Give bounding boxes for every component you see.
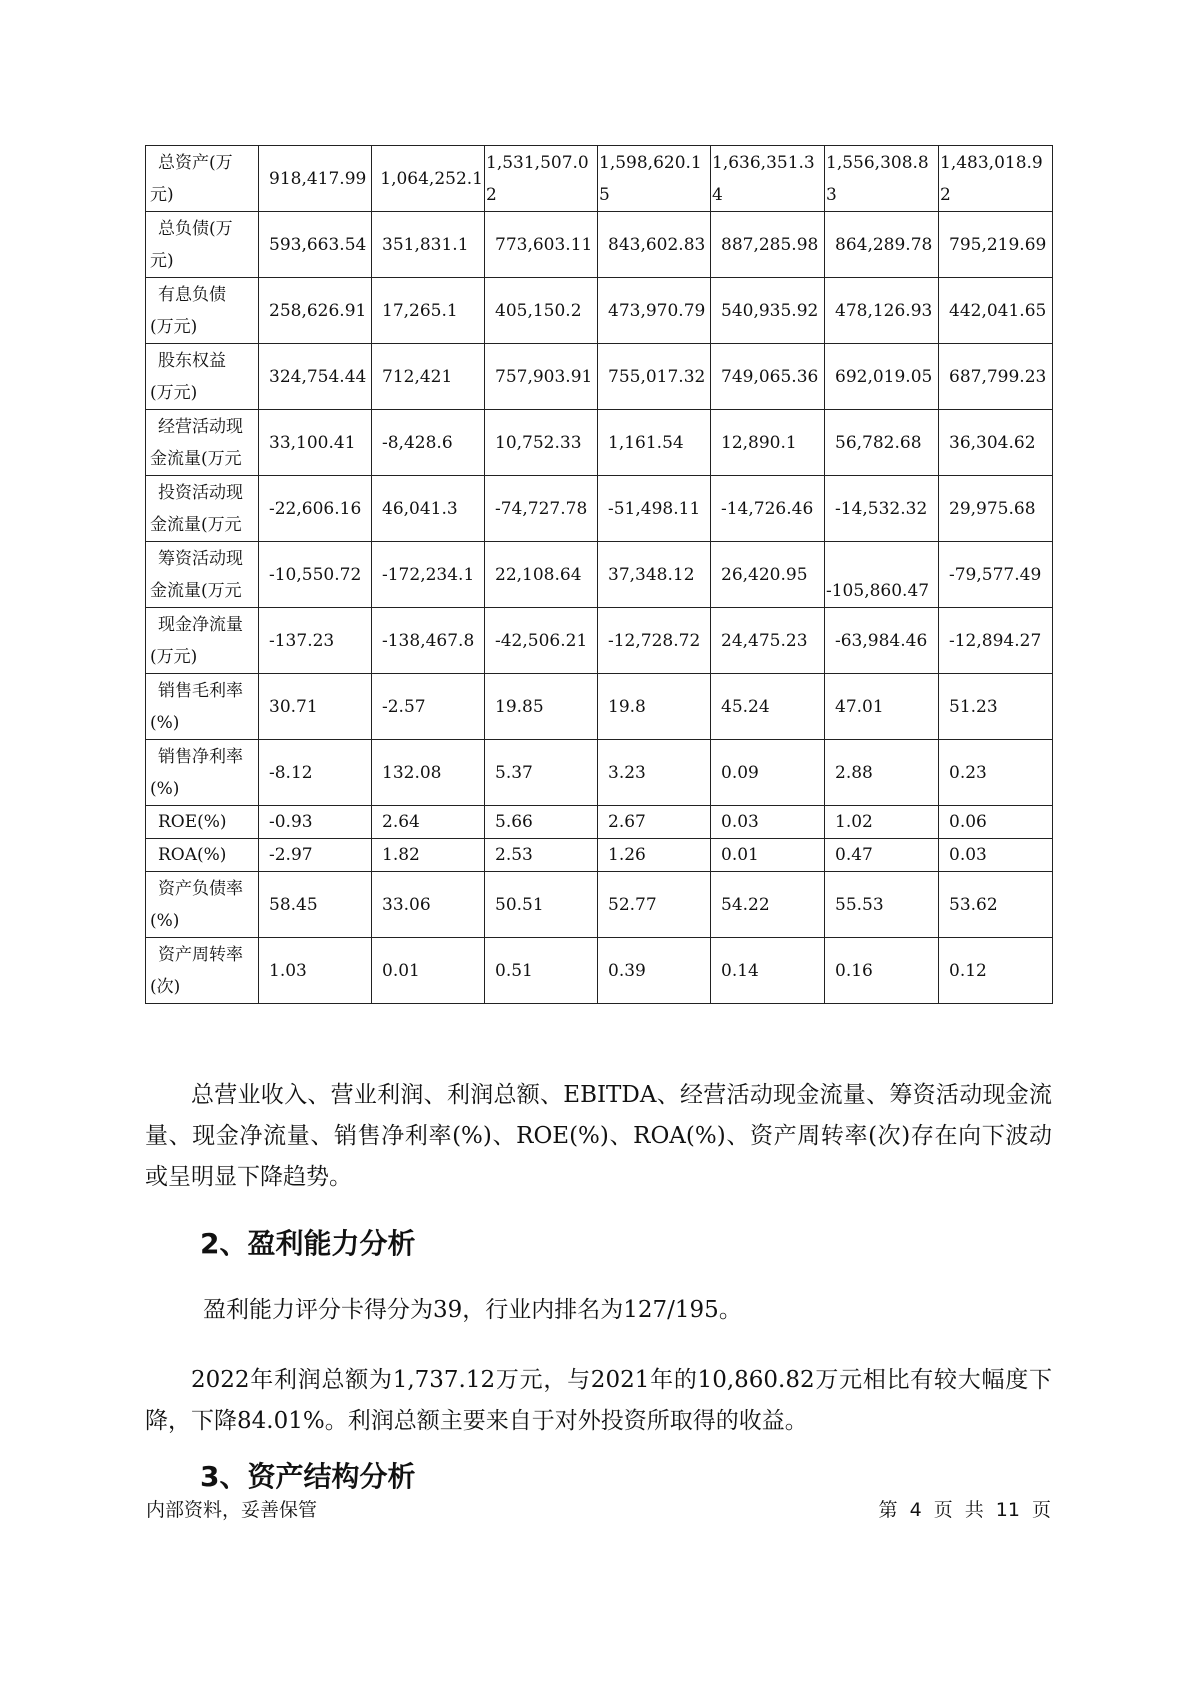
table-cell: 1,598,620.15 (598, 146, 711, 212)
table-cell: 51.23 (939, 674, 1053, 740)
table-cell: 749,065.36 (711, 344, 825, 410)
table-cell: 5.37 (485, 740, 598, 806)
row-label (146, 806, 259, 839)
table-cell: 478,126.93 (825, 278, 939, 344)
table-cell: -105,860.47 (825, 542, 939, 608)
section-heading-asset-structure: 3、资产结构分析 (200, 1460, 416, 1493)
table-cell: -172,234.1 (372, 542, 485, 608)
table-cell: -10,550.72 (259, 542, 372, 608)
table-cell: -0.93 (259, 806, 372, 839)
row-label-line1: 现金净流量 (158, 614, 243, 635)
table-cell: 52.77 (598, 872, 711, 938)
row-label (146, 674, 259, 740)
table-cell: 712,421 (372, 344, 485, 410)
table-row (146, 872, 1053, 938)
table-cell: 58.45 (259, 872, 372, 938)
row-label-line2: (%) (150, 778, 180, 799)
table-cell: -2.57 (372, 674, 485, 740)
row-label (146, 476, 259, 542)
table-cell: 53.62 (939, 872, 1053, 938)
table-cell: 1,556,308.83 (825, 146, 939, 212)
table-cell: -51,498.11 (598, 476, 711, 542)
table-row (146, 344, 1053, 410)
table-row (146, 740, 1053, 806)
row-label-line1: 总负债(万 (158, 218, 233, 239)
row-label (146, 542, 259, 608)
financial-table (145, 145, 1053, 1004)
table-cell: 33.06 (372, 872, 485, 938)
table-cell: 22,108.64 (485, 542, 598, 608)
table-cell: 45.24 (711, 674, 825, 740)
table-cell: 132.08 (372, 740, 485, 806)
table-cell: 19.85 (485, 674, 598, 740)
row-label-line1: 资产周转率 (158, 944, 243, 965)
row-label-line2: (万元) (150, 646, 198, 667)
table-cell: 1,161.54 (598, 410, 711, 476)
table-cell: 47.01 (825, 674, 939, 740)
table-cell: 1.03 (259, 938, 372, 1004)
table-cell: 2.53 (485, 839, 598, 872)
table-cell: 29,975.68 (939, 476, 1053, 542)
table-cell: 258,626.91 (259, 278, 372, 344)
table-row (146, 938, 1053, 1004)
table-cell: -137.23 (259, 608, 372, 674)
row-label-line2: (%) (150, 910, 180, 931)
table-row (146, 806, 1053, 839)
table-cell: -42,506.21 (485, 608, 598, 674)
table-cell: 1,636,351.34 (711, 146, 825, 212)
row-label-line1: ROE(%) (158, 812, 227, 832)
table-cell: 36,304.62 (939, 410, 1053, 476)
table-cell: 757,903.91 (485, 344, 598, 410)
row-label-line2: (万元) (150, 316, 198, 337)
table-cell: 692,019.05 (825, 344, 939, 410)
table-cell: 10,752.33 (485, 410, 598, 476)
row-label-line2: (次) (150, 976, 181, 997)
row-label (146, 278, 259, 344)
paragraph-trend-summary: 总营业收入、营业利润、利润总额、EBITDA、经营活动现金流量、筹资活动现金流量、现金净流量、销售净利率(%)、ROE(%)、ROA(%)、资产周转率(次)存在向下波动或呈明显下降趋势。 (145, 1082, 1052, 1190)
table-cell: 0.03 (711, 806, 825, 839)
table-cell: 0.47 (825, 839, 939, 872)
table-cell: 324,754.44 (259, 344, 372, 410)
paragraph-profitability-score: 盈利能力评分卡得分为39，行业内排名为127/195。 (203, 1297, 742, 1323)
row-label (146, 344, 259, 410)
footer-confidential-note: 内部资料，妥善保管 (146, 1499, 318, 1521)
table-cell: 55.53 (825, 872, 939, 938)
table-cell: 773,603.11 (485, 212, 598, 278)
table-cell: -138,467.8 (372, 608, 485, 674)
table-cell: 405,150.2 (485, 278, 598, 344)
table-cell: 755,017.32 (598, 344, 711, 410)
table-cell: 0.16 (825, 938, 939, 1004)
row-label-line2: 金流量(万元 (150, 514, 242, 535)
table-cell: 1.82 (372, 839, 485, 872)
table-row (146, 278, 1053, 344)
table-cell: -79,577.49 (939, 542, 1053, 608)
table-cell: 1,483,018.92 (939, 146, 1053, 212)
row-label (146, 146, 259, 212)
row-label (146, 608, 259, 674)
row-label-line2: 金流量(万元 (150, 580, 242, 601)
table-cell: 0.03 (939, 839, 1053, 872)
table-cell: 2.88 (825, 740, 939, 806)
table-cell: 1,064,252.1 (372, 146, 485, 212)
table-cell: 24,475.23 (711, 608, 825, 674)
table-row (146, 410, 1053, 476)
row-label-line2: (万元) (150, 382, 198, 403)
table-cell: 0.01 (711, 839, 825, 872)
table-cell: 0.12 (939, 938, 1053, 1004)
table-cell: 351,831.1 (372, 212, 485, 278)
table-cell: -12,894.27 (939, 608, 1053, 674)
table-cell: 37,348.12 (598, 542, 711, 608)
table-cell: 0.51 (485, 938, 598, 1004)
table-row (146, 146, 1053, 212)
table-cell: -22,606.16 (259, 476, 372, 542)
table-cell: 0.01 (372, 938, 485, 1004)
table-cell: -8.12 (259, 740, 372, 806)
table-cell: -2.97 (259, 839, 372, 872)
table-cell: 864,289.78 (825, 212, 939, 278)
table-cell: 3.23 (598, 740, 711, 806)
table-cell: 54.22 (711, 872, 825, 938)
table-cell: 843,602.83 (598, 212, 711, 278)
table-cell: 0.06 (939, 806, 1053, 839)
row-label-line2: 金流量(万元 (150, 448, 242, 469)
table-cell: 50.51 (485, 872, 598, 938)
row-label-line2: (%) (150, 712, 180, 733)
table-cell: 1.26 (598, 839, 711, 872)
table-cell: 442,041.65 (939, 278, 1053, 344)
row-label (146, 938, 259, 1004)
row-label-line1: 总资产(万 (158, 152, 233, 173)
table-cell: -14,532.32 (825, 476, 939, 542)
table-cell: 2.67 (598, 806, 711, 839)
row-label-line2: 元) (150, 184, 174, 205)
footer-page-number: 第 4 页 共 11 页 (878, 1499, 1051, 1521)
row-label-line1: 筹资活动现 (158, 548, 243, 569)
row-label (146, 410, 259, 476)
row-label-line1: 有息负债 (158, 284, 226, 305)
table-cell: 2.64 (372, 806, 485, 839)
row-label-line1: 投资活动现 (158, 482, 243, 503)
table-cell: -63,984.46 (825, 608, 939, 674)
row-label-line1: 资产负债率 (158, 878, 243, 899)
table-cell: 5.66 (485, 806, 598, 839)
row-label-line1: 股东权益 (158, 350, 226, 371)
table-cell: 0.14 (711, 938, 825, 1004)
table-cell: 12,890.1 (711, 410, 825, 476)
table-row (146, 608, 1053, 674)
row-label (146, 212, 259, 278)
row-label-line1: 经营活动现 (158, 416, 243, 437)
table-row (146, 674, 1053, 740)
table-cell: 17,265.1 (372, 278, 485, 344)
table-row (146, 839, 1053, 872)
table-cell: 1,531,507.02 (485, 146, 598, 212)
table-cell: 0.23 (939, 740, 1053, 806)
row-label-line1: 销售毛利率 (158, 680, 243, 701)
row-label (146, 872, 259, 938)
table-row (146, 542, 1053, 608)
table-cell: -12,728.72 (598, 608, 711, 674)
table-cell: -14,726.46 (711, 476, 825, 542)
table-cell: 593,663.54 (259, 212, 372, 278)
table-cell: -8,428.6 (372, 410, 485, 476)
table-cell: 33,100.41 (259, 410, 372, 476)
table-cell: 46,041.3 (372, 476, 485, 542)
table-cell: 887,285.98 (711, 212, 825, 278)
table-cell: 56,782.68 (825, 410, 939, 476)
table-cell: 473,970.79 (598, 278, 711, 344)
section-heading-profitability: 2、盈利能力分析 (200, 1227, 416, 1260)
table-cell: 0.09 (711, 740, 825, 806)
table-cell: 1.02 (825, 806, 939, 839)
table-cell: 0.39 (598, 938, 711, 1004)
row-label-line1: ROA(%) (158, 845, 227, 865)
table-cell: -74,727.78 (485, 476, 598, 542)
row-label-line2: 元) (150, 250, 174, 271)
table-cell: 30.71 (259, 674, 372, 740)
row-label (146, 740, 259, 806)
table-row (146, 476, 1053, 542)
row-label (146, 839, 259, 872)
table-cell: 19.8 (598, 674, 711, 740)
row-label-line1: 销售净利率 (158, 746, 243, 767)
table-row (146, 212, 1053, 278)
table-cell: 795,219.69 (939, 212, 1053, 278)
table-cell: 687,799.23 (939, 344, 1053, 410)
paragraph-total-profit: 2022年利润总额为1,737.12万元，与2021年的10,860.82万元相比有较大幅度下降，下降84.01%。利润总额主要来自于对外投资所取得的收益。 (145, 1367, 1052, 1434)
table-cell: 918,417.99 (259, 146, 372, 212)
table-cell: 540,935.92 (711, 278, 825, 344)
table-cell: 26,420.95 (711, 542, 825, 608)
